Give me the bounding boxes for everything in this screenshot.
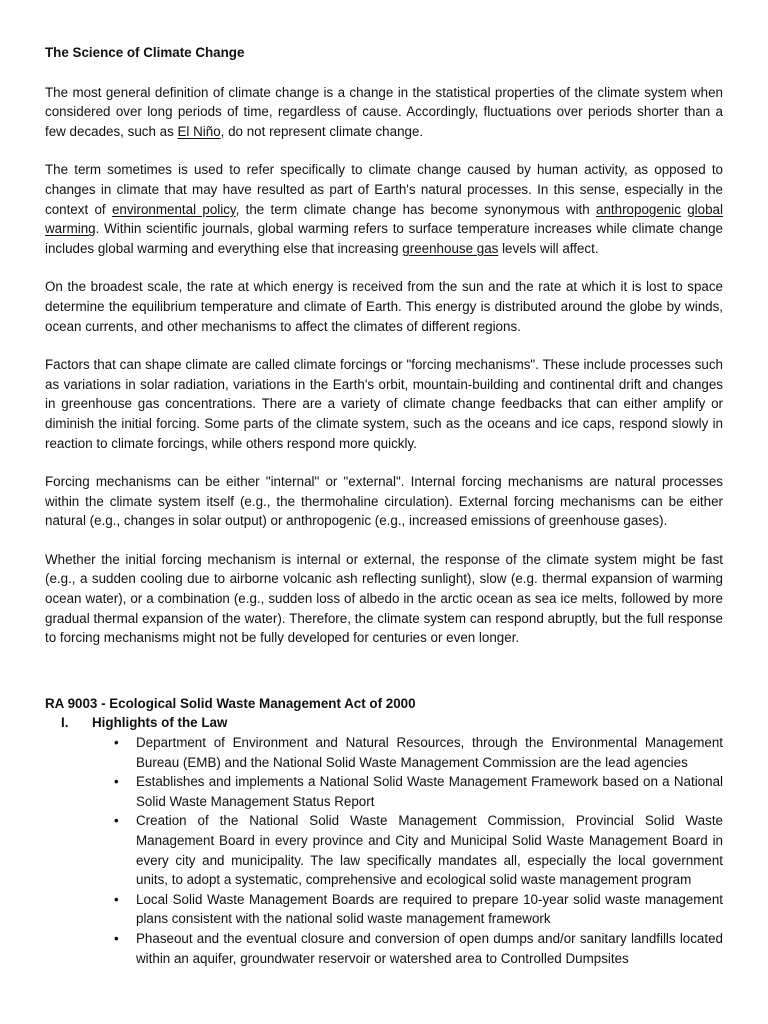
section-heading	[45, 713, 723, 733]
list-item-text: Department of Environment and Natural Resources, through the Environmental Management Bureau (EMB) and the National Solid Waste Management Commission are the lead agencies	[136, 735, 723, 770]
inline-link[interactable]: anthropogenic	[596, 201, 681, 217]
paragraph-text: , the term climate change has become synonymous with	[235, 201, 597, 217]
inline-link[interactable]: greenhouse gas	[402, 240, 499, 256]
paragraph	[45, 550, 723, 648]
paragraph	[45, 472, 723, 531]
bullet-icon: •	[114, 891, 119, 907]
bullet-icon: •	[114, 735, 119, 751]
document-title: The Science of Climate Change	[45, 45, 245, 60]
list-item-text: Local Solid Waste Management Boards are required to prepare 10-year solid waste management plans consistent with the national solid waste management framework	[136, 891, 723, 927]
paragraph	[45, 277, 723, 336]
paragraph	[45, 355, 723, 453]
paragraph-text: Factors that can shape climate are called climate forcings or "forcing mechanisms". These include processes such as variations in solar radiation, variations in the Earth's orbit, mountain-building and continental drift and changes in greenhouse gas concentrations. There are a variety of climate change feedbacks that can either amplify or diminish the initial forcing. Some parts of the climate system, such as the oceans and ice caps, respond slowly in reaction to climate forcings, while others respond more quickly.	[45, 357, 723, 451]
paragraph-text: On the broadest scale, the rate at which energy is received from the sun and the rate at which it is lost to space determine the equilibrium temperature and climate of Earth. This energy is distributed around the globe by winds, ocean currents, and other mechanisms to affect the climates of different regions.	[45, 279, 723, 334]
list-item	[114, 890, 723, 929]
paragraph-text: The most general definition of climate change is a change in the statistical properties of the climate system when considered over long periods of time, regardless of cause. Accordingly, fluctuations over periods shorter than a few decades, such as	[45, 84, 723, 139]
paragraph-text: levels will affect.	[498, 240, 599, 256]
law-title: RA 9003 - Ecological Solid Waste Management Act of 2000	[45, 695, 416, 711]
highlights-list	[45, 733, 723, 968]
inline-link[interactable]: El Niño	[177, 123, 221, 139]
list-item-text: Phaseout and the eventual closure and conversion of open dumps and/or sanitary landfills located within an aquifer, groundwater reservoir or watershed area to Controlled Dumpsites	[136, 930, 723, 966]
list-item	[114, 811, 723, 889]
list-item	[114, 772, 723, 811]
paragraph-text: The term sometimes is used to refer specifically to climate change caused by human activity, as opposed to changes in climate that may have resulted as part of Earth's natural processes. In this sense, especially in the context of	[45, 162, 723, 217]
paragraph	[45, 160, 723, 258]
bullet-icon: •	[114, 930, 119, 946]
paragraph-text: Forcing mechanisms can be either "internal" or "external". Internal forcing mechanisms are natural processes within the climate system itself (e.g., the thermohaline circulation). External forcing mechanisms can be either natural (e.g., changes in solar output) or anthropogenic (e.g., increased emissions of greenhouse gases).	[45, 474, 723, 529]
list-item	[114, 733, 723, 772]
paragraph-text: . Within scientific journals, global warming refers to surface temperature increases while climate change includes global warming and everything else that increasing	[45, 221, 723, 256]
list-item-text: Establishes and implements a National Solid Waste Management Framework based on a National Solid Waste Management Status Report	[136, 774, 723, 809]
paragraph-text: , do not represent climate change.	[220, 123, 424, 139]
bullet-icon: •	[114, 813, 119, 829]
list-item	[114, 929, 723, 968]
list-item-text: Creation of the National Solid Waste Management Commission, Provincial Solid Waste Management Board in every province and City and Municipal Solid Waste Management Board in every city and municipality. The law specifically mandates all, especially the local government units, to adopt a systematic, comprehensive and ecological solid waste management program	[136, 813, 723, 888]
inline-link[interactable]: global warming	[45, 201, 723, 237]
bullet-icon: •	[114, 774, 119, 790]
section-heading-text: Highlights of the Law	[92, 715, 228, 731]
paragraph-text: Whether the initial forcing mechanism is internal or external, the response of the climate system might be fast (e.g., a sudden cooling due to airborne volcanic ash reflecting sunlight), slow (e.g. thermal expansion of warming ocean water), or a combination (e.g., sudden loss of albedo in the arctic ocean as sea ice melts, followed by more gradual thermal expansion of the water). Therefore, the climate system can respond abruptly, but the full response to forcing mechanisms might not be fully developed for centuries or even longer.	[45, 551, 723, 646]
inline-link[interactable]: environmental policy	[111, 201, 236, 217]
section-number: I.	[61, 715, 69, 731]
paragraph	[45, 83, 723, 142]
